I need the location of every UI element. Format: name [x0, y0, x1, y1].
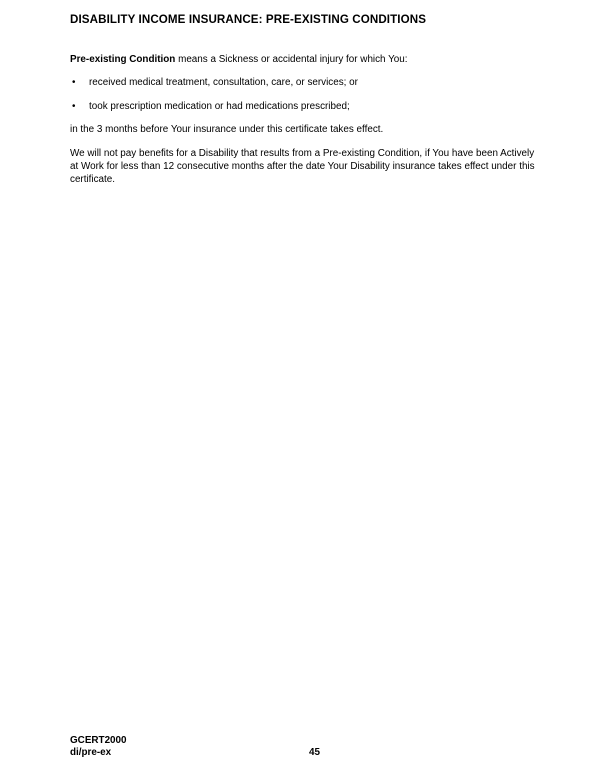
page-title: DISABILITY INCOME INSURANCE: PRE-EXISTING CONDITIONS [70, 13, 427, 26]
lookback-paragraph: in the 3 months before Your insurance under this certificate takes effect. [70, 124, 384, 136]
defined-term: Pre-existing Condition [70, 54, 176, 65]
exclusion-paragraph: We will not pay benefits for a Disability that results from a Pre-existing Condition, if You have been Actively at Work for less than 12 consecutive months after the date Your Disability insurance takes effect under this certificate. [70, 147, 535, 186]
footer-page-number: 45 [309, 747, 320, 758]
list-item [70, 100, 545, 113]
footer-form-number: GCERT2000 [70, 735, 127, 746]
page-footer [70, 735, 545, 759]
list-item [70, 76, 545, 89]
footer-form-code: di/pre-ex [70, 747, 112, 758]
definition-paragraph [70, 53, 545, 66]
bullet-text-medical-treatment: received medical treatment, consultation, care, or services; or [89, 77, 358, 89]
bullet-text-prescription-medication: took prescription medication or had medications prescribed; [89, 100, 350, 112]
condition-bullet-list [70, 76, 545, 113]
document-body [0, 0, 600, 187]
definition-text: means a Sickness or accidental injury for which You: [175, 54, 408, 65]
